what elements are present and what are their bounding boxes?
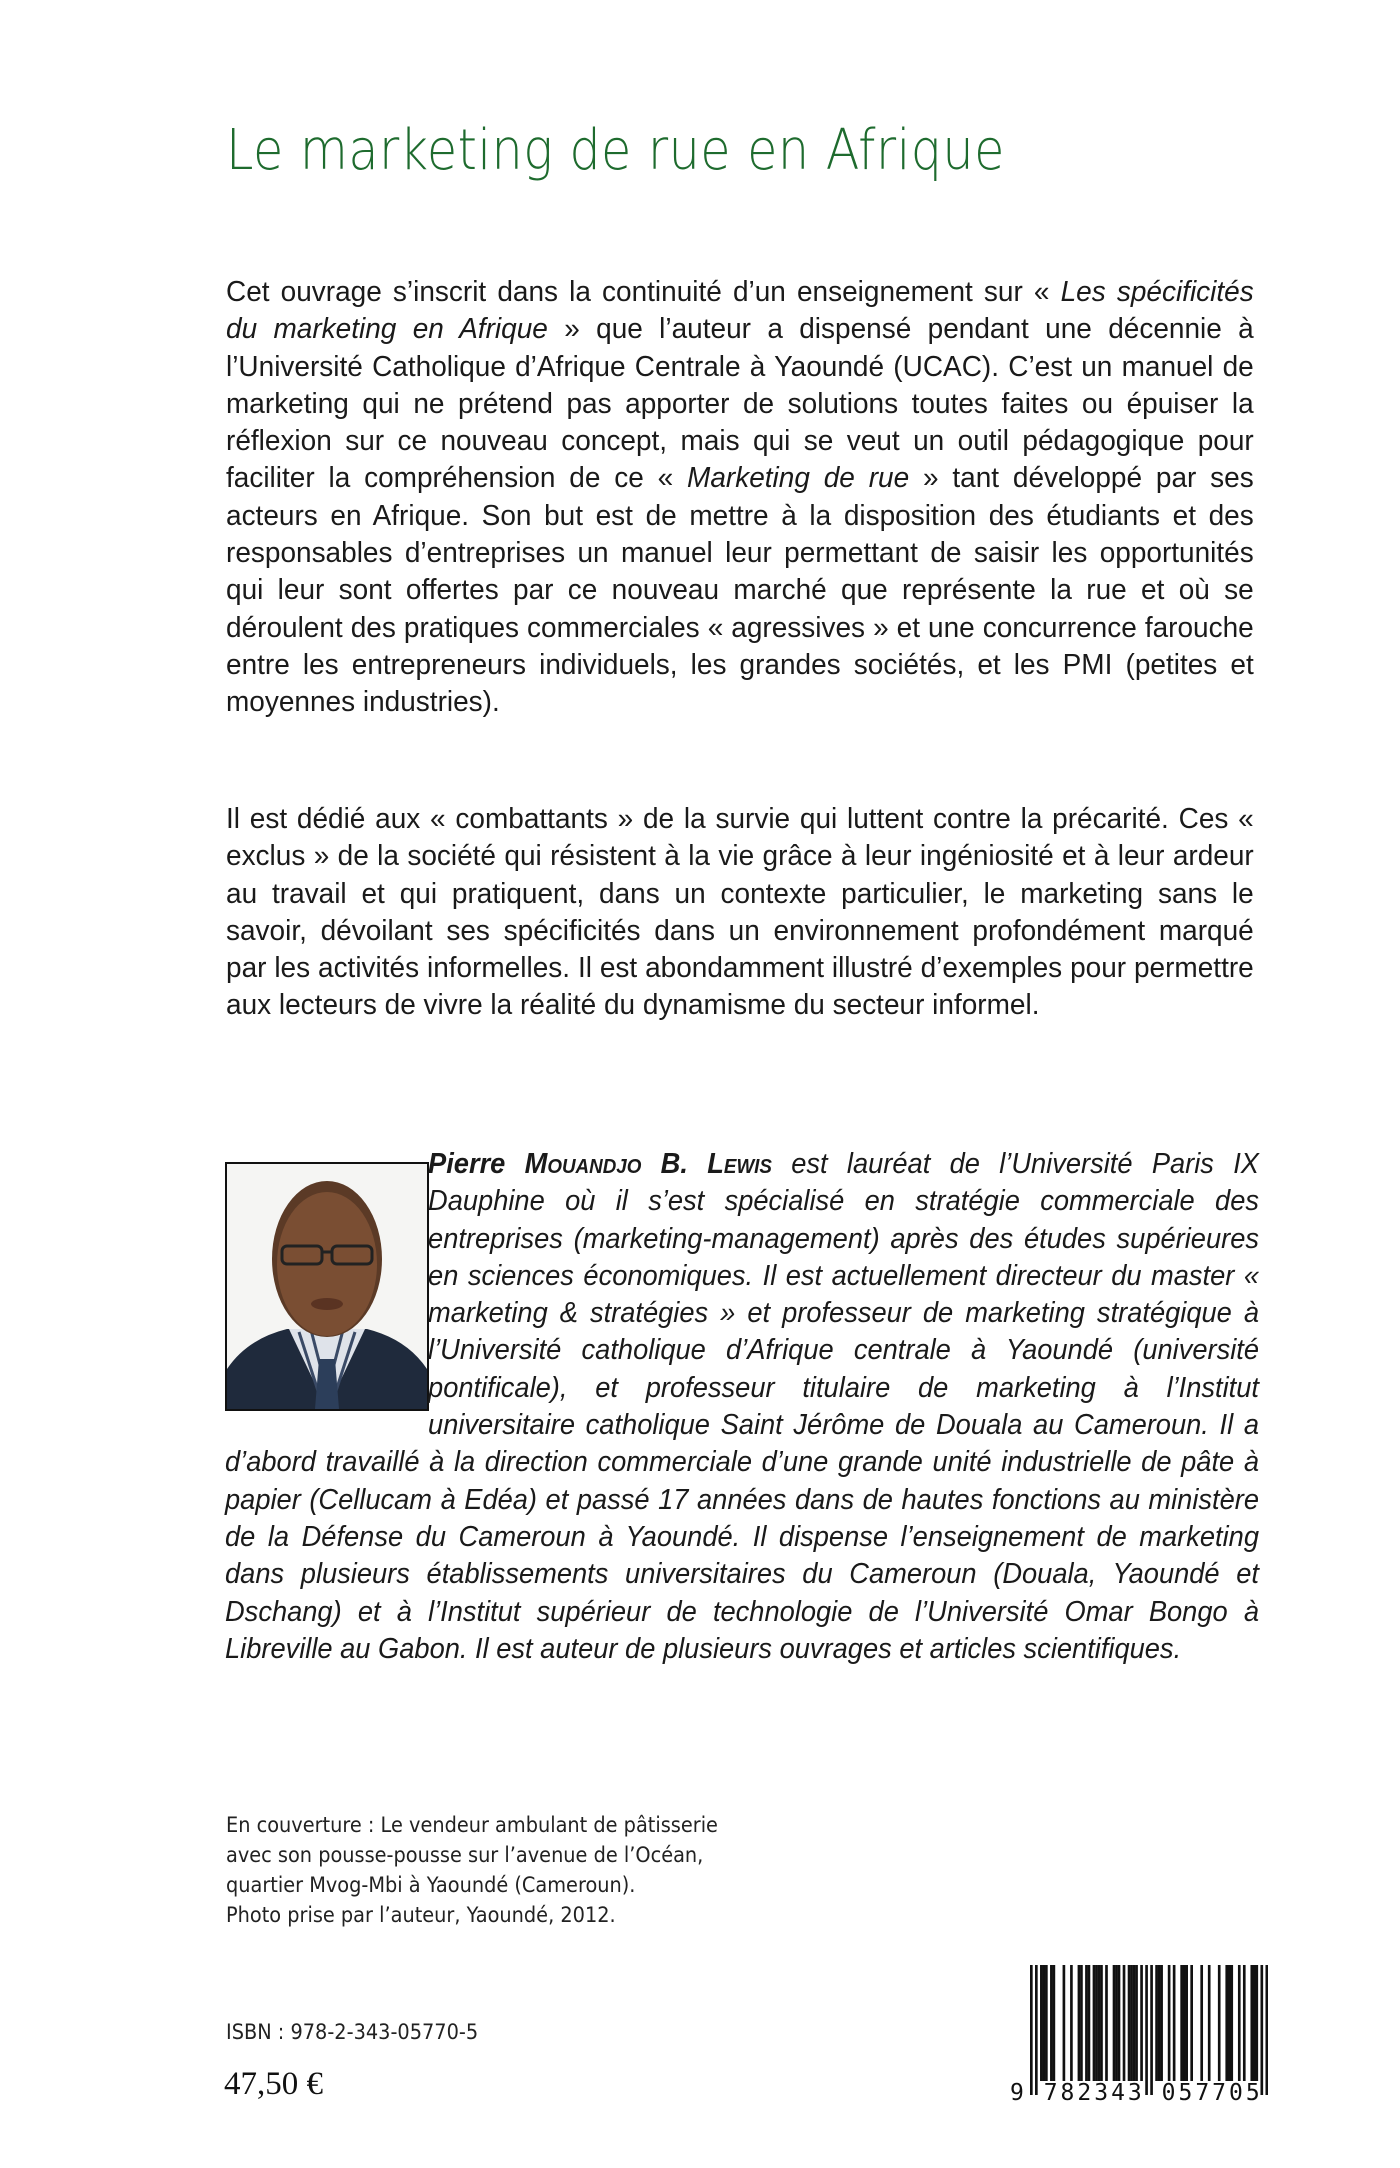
caption-line: Photo prise par l’auteur, Yaoundé, 2012. bbox=[226, 1903, 616, 1927]
course-title: Les spécificités du marketing en Afrique bbox=[226, 276, 1254, 346]
barcode-bar bbox=[1098, 1965, 1101, 2081]
barcode-bar bbox=[1183, 1965, 1186, 2081]
caption-line: En couverture : Le vendeur ambulant de pâtisserie bbox=[226, 1813, 718, 1837]
barcode-bar bbox=[1133, 1965, 1136, 2081]
barcode-bar bbox=[1168, 1965, 1171, 2081]
barcode-bar bbox=[1045, 1965, 1048, 2081]
barcode-bar bbox=[1180, 1965, 1183, 2081]
barcode-bar bbox=[1115, 1965, 1118, 2081]
barcode-bar bbox=[1113, 1965, 1116, 2081]
author-name bbox=[428, 1148, 772, 1180]
barcode-bar bbox=[1218, 1965, 1221, 2081]
barcode-bar bbox=[1158, 1965, 1161, 2081]
barcode-bar bbox=[1130, 1965, 1133, 2081]
barcode-bar bbox=[1095, 1965, 1098, 2081]
barcode-bar bbox=[1150, 1965, 1153, 2095]
concept-title: Marketing de rue bbox=[687, 462, 910, 495]
barcode-bar bbox=[1238, 1965, 1241, 2081]
barcode-bar bbox=[1265, 1965, 1268, 2095]
isbn: ISBN : 978-2-343-05770-5 bbox=[226, 2020, 479, 2044]
book-title: Le marketing de rue en Afrique bbox=[226, 118, 1005, 183]
barcode-bar bbox=[1230, 1965, 1233, 2081]
barcode-bar bbox=[1080, 1965, 1083, 2081]
barcode-bar bbox=[1260, 1965, 1263, 2095]
barcode-bar bbox=[1078, 1965, 1081, 2081]
author-middle-name: Mouandjo bbox=[524, 1148, 642, 1180]
barcode-bar bbox=[1255, 1965, 1258, 2081]
summary-text: Cet ouvrage s’inscrit dans la continuité d’un enseignement sur « bbox=[226, 276, 1061, 308]
barcode-bar bbox=[1093, 1965, 1096, 2081]
barcode-digits: 9 782343 057705 bbox=[1010, 2080, 1263, 2106]
barcode-bar bbox=[1140, 1965, 1143, 2081]
barcode-bar bbox=[1085, 1965, 1088, 2081]
barcode-bar bbox=[1030, 1965, 1033, 2095]
barcode-bar bbox=[1100, 1965, 1103, 2081]
barcode-bar bbox=[1200, 1965, 1203, 2081]
barcode-bar bbox=[1128, 1965, 1131, 2081]
barcode-bar bbox=[1063, 1965, 1066, 2081]
barcode-bar bbox=[1135, 1965, 1138, 2081]
barcode-bar bbox=[1050, 1965, 1053, 2081]
barcode-bar bbox=[1043, 1965, 1046, 2081]
author-first-name: Pierre bbox=[428, 1148, 525, 1180]
summary-paragraph-1 bbox=[226, 274, 1254, 722]
author-last-name: Lewis bbox=[707, 1148, 772, 1180]
barcode-bar bbox=[1123, 1965, 1126, 2081]
summary-text: » tant développé par ses acteurs en Afrique. Son but est de mettre à la disposition des étudiants et des responsables d’entreprises un manuel leur permettant de saisir les opportunités qui leur sont offertes par ce nouveau marché que représente la rue et où se déroulent des pratiques commerciales « agressives » et une concurrence farouche entre les entrepreneurs individuels, les grandes sociétés, et les PMI (petites et moyennes industries). bbox=[226, 462, 1254, 719]
summary-text: » que l’auteur a dispensé pendant une décennie à l’Université Catholique d’Afrique Centrale à Yaoundé (UCAC). C’est un manuel de marketing qui ne prétend pas apporter de solutions toutes faites ou épuiser la réflexion sur ce nouveau concept, mais qui se veut un outil pédagogique pour faciliter la compréhension de ce « bbox=[226, 313, 1254, 495]
caption-line: avec son pousse-pousse sur l’avenue de l’Océan, bbox=[226, 1843, 704, 1867]
author-bio-text: est lauréat de l’Université Paris IX Dauphine où il s’est spécialisé en stratégie commerciale des entreprises (marketing-management) après des études supérieures en sciences économiques. Il est actuellement directeur du master « marketing & stratégies » et professeur de marketing stratégique à l’Université catholique d’Afrique centrale à Yaoundé (université pontificale), et professeur titulaire de marketing à l’Institut universitaire catholique Saint Jérôme de Douala au Cameroun. Il a d’abord travaillé à la direction commerciale d’une grande unité industrielle de pâte à papier (Cellucam à Edéa) et passé 17 années dans de hautes fonctions au ministère de la Défense du Cameroun à Yaoundé. Il dispense l’enseignement de marketing dans plusieurs établissements universitaires du Cameroun (Douala, Yaoundé et Dschang) et à l’Institut supérieur de technologie de l’Université Omar Bongo à Libreville au Gabon. Il est auteur de plusieurs ouvrages et articles scientifiques. bbox=[225, 1148, 1259, 1665]
price: 47,50 € bbox=[224, 2066, 323, 2102]
barcode-bar bbox=[1173, 1965, 1176, 2081]
summary-paragraph-2: Il est dédié aux « combattants » de la survie qui luttent contre la précarité. Ces « exclus » de la société qui résistent à la vie grâce à leur ingéniosité et à leur ardeur au travail et qui pratiquent, dans un contexte particulier, le marketing sans le savoir, dévoilant ses spécificités dans un environnement profondément marqué par les activités informelles. Il est abondamment illustré d’exemples pour permettre aux lecteurs de vivre la réalité du dynamisme du secteur informel. bbox=[226, 803, 1254, 1022]
barcode-bar bbox=[1053, 1965, 1056, 2081]
barcode-bar bbox=[1035, 1965, 1038, 2095]
barcode-bar bbox=[1070, 1965, 1073, 2081]
cover-caption bbox=[226, 1810, 718, 1930]
barcode-bar bbox=[1228, 1965, 1231, 2081]
author-bio bbox=[225, 1146, 1259, 1668]
barcode-bar bbox=[1040, 1965, 1043, 2081]
barcode-bar bbox=[1190, 1965, 1193, 2081]
barcode-bar bbox=[1243, 1965, 1246, 2081]
barcode-bar bbox=[1253, 1965, 1256, 2081]
barcode-bar bbox=[1155, 1965, 1158, 2081]
barcode-bar bbox=[1250, 1965, 1253, 2081]
barcode-bar bbox=[1208, 1965, 1211, 2081]
photo-spacer bbox=[225, 1146, 428, 1442]
barcode-bar bbox=[1118, 1965, 1121, 2081]
author-initial: B. bbox=[641, 1148, 708, 1180]
barcode-bar bbox=[1225, 1965, 1228, 2081]
barcode-bar bbox=[1105, 1965, 1108, 2081]
barcode-bar bbox=[1160, 1965, 1163, 2081]
barcode-bar bbox=[1185, 1965, 1188, 2081]
barcode-bar bbox=[1145, 1965, 1148, 2095]
caption-line: quartier Mvog-Mbi à Yaoundé (Cameroun). bbox=[226, 1873, 636, 1897]
barcode-bar bbox=[1088, 1965, 1091, 2081]
barcode-icon bbox=[1030, 1965, 1268, 2095]
